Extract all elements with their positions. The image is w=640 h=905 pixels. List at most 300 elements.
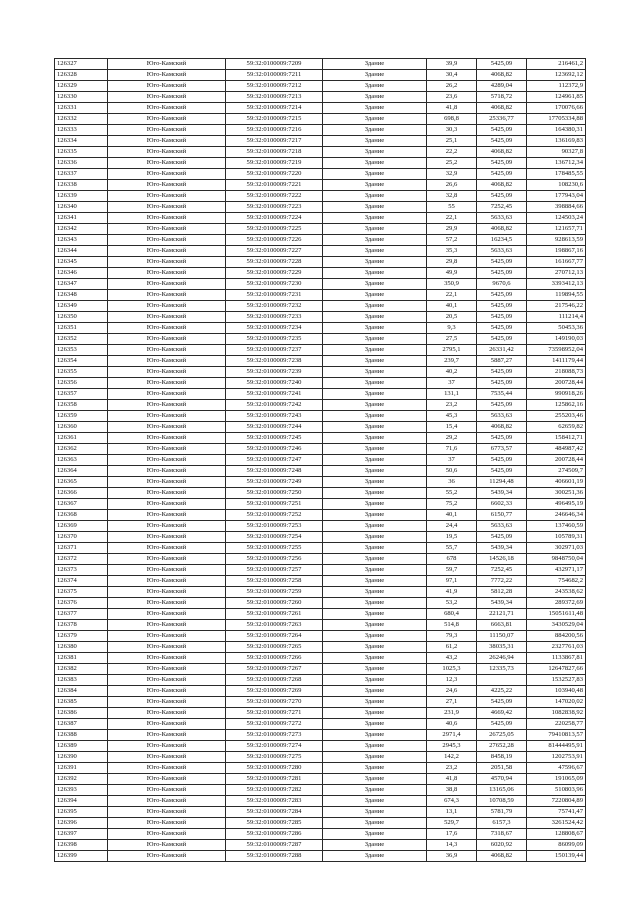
cadastral-table: [54, 58, 586, 862]
district-cell: Юго-Камский: [108, 92, 226, 103]
row-number-cell: 126351: [55, 323, 108, 334]
table-row: [55, 774, 586, 785]
total-value-cell: 302971,03: [527, 543, 586, 554]
object-type-cell: Здание: [323, 103, 427, 114]
table-body: [55, 59, 586, 862]
cadastral-number-cell: 59:32:0100009:7288: [226, 851, 323, 862]
row-number-cell: 126399: [55, 851, 108, 862]
district-cell: Юго-Камский: [108, 81, 226, 92]
area-cell: 1025,3: [427, 664, 477, 675]
object-type-cell: Здание: [323, 686, 427, 697]
table-row: [55, 598, 586, 609]
object-type-cell: Здание: [323, 631, 427, 642]
district-cell: Юго-Камский: [108, 70, 226, 81]
object-type-cell: Здание: [323, 224, 427, 235]
unit-value-cell: 4068,82: [477, 147, 527, 158]
row-number-cell: 126334: [55, 136, 108, 147]
district-cell: Юго-Камский: [108, 323, 226, 334]
unit-value-cell: 5439,34: [477, 543, 527, 554]
table-row: [55, 268, 586, 279]
unit-value-cell: 4068,82: [477, 103, 527, 114]
unit-value-cell: 5425,09: [477, 719, 527, 730]
table-row: [55, 202, 586, 213]
row-number-cell: 126350: [55, 312, 108, 323]
object-type-cell: Здание: [323, 477, 427, 488]
total-value-cell: 218088,73: [527, 367, 586, 378]
district-cell: Юго-Камский: [108, 829, 226, 840]
object-type-cell: Здание: [323, 455, 427, 466]
unit-value-cell: 14526,18: [477, 554, 527, 565]
row-number-cell: 126359: [55, 411, 108, 422]
row-number-cell: 126375: [55, 587, 108, 598]
row-number-cell: 126377: [55, 609, 108, 620]
total-value-cell: 3430529,04: [527, 620, 586, 631]
total-value-cell: 123692,12: [527, 70, 586, 81]
table-row: [55, 59, 586, 70]
cadastral-number-cell: 59:32:0100009:7228: [226, 257, 323, 268]
object-type-cell: Здание: [323, 235, 427, 246]
area-cell: 25,1: [427, 136, 477, 147]
unit-value-cell: 7535,44: [477, 389, 527, 400]
cadastral-number-cell: 59:32:0100009:7215: [226, 114, 323, 125]
unit-value-cell: 5425,09: [477, 466, 527, 477]
total-value-cell: 81444495,91: [527, 741, 586, 752]
total-value-cell: 136169,83: [527, 136, 586, 147]
unit-value-cell: 7252,45: [477, 202, 527, 213]
unit-value-cell: 5425,09: [477, 697, 527, 708]
area-cell: 698,8: [427, 114, 477, 125]
area-cell: 41,9: [427, 587, 477, 598]
object-type-cell: Здание: [323, 213, 427, 224]
cadastral-number-cell: 59:32:0100009:7224: [226, 213, 323, 224]
unit-value-cell: 4068,82: [477, 851, 527, 862]
district-cell: Юго-Камский: [108, 301, 226, 312]
table-row: [55, 103, 586, 114]
table-row: [55, 829, 586, 840]
object-type-cell: Здание: [323, 653, 427, 664]
object-type-cell: Здание: [323, 840, 427, 851]
total-value-cell: 289372,69: [527, 598, 586, 609]
district-cell: Юго-Камский: [108, 576, 226, 587]
object-type-cell: Здание: [323, 389, 427, 400]
table-row: [55, 279, 586, 290]
table-row: [55, 213, 586, 224]
unit-value-cell: 5633,63: [477, 246, 527, 257]
row-number-cell: 126332: [55, 114, 108, 125]
object-type-cell: Здание: [323, 752, 427, 763]
district-cell: Юго-Камский: [108, 697, 226, 708]
cadastral-number-cell: 59:32:0100009:7230: [226, 279, 323, 290]
total-value-cell: 496495,19: [527, 499, 586, 510]
area-cell: 53,2: [427, 598, 477, 609]
total-value-cell: 3261524,42: [527, 818, 586, 829]
total-value-cell: 510803,96: [527, 785, 586, 796]
row-number-cell: 126381: [55, 653, 108, 664]
total-value-cell: 300251,36: [527, 488, 586, 499]
table-row: [55, 741, 586, 752]
cadastral-number-cell: 59:32:0100009:7281: [226, 774, 323, 785]
cadastral-number-cell: 59:32:0100009:7266: [226, 653, 323, 664]
row-number-cell: 126337: [55, 169, 108, 180]
area-cell: 22,2: [427, 147, 477, 158]
area-cell: 20,5: [427, 312, 477, 323]
area-cell: 29,2: [427, 433, 477, 444]
object-type-cell: Здание: [323, 81, 427, 92]
total-value-cell: 1133867,81: [527, 653, 586, 664]
table-row: [55, 290, 586, 301]
table-row: [55, 554, 586, 565]
cadastral-number-cell: 59:32:0100009:7219: [226, 158, 323, 169]
object-type-cell: Здание: [323, 719, 427, 730]
total-value-cell: 170076,66: [527, 103, 586, 114]
area-cell: 40,1: [427, 510, 477, 521]
table-row: [55, 191, 586, 202]
unit-value-cell: 5425,09: [477, 334, 527, 345]
area-cell: 36,9: [427, 851, 477, 862]
row-number-cell: 126328: [55, 70, 108, 81]
district-cell: Юго-Камский: [108, 653, 226, 664]
row-number-cell: 126333: [55, 125, 108, 136]
area-cell: 38,8: [427, 785, 477, 796]
row-number-cell: 126366: [55, 488, 108, 499]
total-value-cell: 158412,71: [527, 433, 586, 444]
object-type-cell: Здание: [323, 367, 427, 378]
row-number-cell: 126385: [55, 697, 108, 708]
unit-value-cell: 5425,09: [477, 532, 527, 543]
district-cell: Юго-Камский: [108, 213, 226, 224]
table-row: [55, 719, 586, 730]
table-row: [55, 136, 586, 147]
table-row: [55, 224, 586, 235]
cadastral-number-cell: 59:32:0100009:7283: [226, 796, 323, 807]
total-value-cell: 79410813,57: [527, 730, 586, 741]
district-cell: Юго-Камский: [108, 554, 226, 565]
total-value-cell: 432971,17: [527, 565, 586, 576]
unit-value-cell: 5425,09: [477, 290, 527, 301]
unit-value-cell: 5425,09: [477, 158, 527, 169]
cadastral-number-cell: 59:32:0100009:7249: [226, 477, 323, 488]
unit-value-cell: 4068,82: [477, 180, 527, 191]
area-cell: 231,9: [427, 708, 477, 719]
row-number-cell: 126372: [55, 554, 108, 565]
cadastral-number-cell: 59:32:0100009:7267: [226, 664, 323, 675]
district-cell: Юго-Камский: [108, 257, 226, 268]
row-number-cell: 126339: [55, 191, 108, 202]
table-row: [55, 147, 586, 158]
area-cell: 22,1: [427, 290, 477, 301]
area-cell: 32,9: [427, 169, 477, 180]
district-cell: Юго-Камский: [108, 422, 226, 433]
cadastral-number-cell: 59:32:0100009:7218: [226, 147, 323, 158]
object-type-cell: Здание: [323, 92, 427, 103]
table-row: [55, 378, 586, 389]
object-type-cell: Здание: [323, 180, 427, 191]
cadastral-number-cell: 59:32:0100009:7225: [226, 224, 323, 235]
row-number-cell: 126379: [55, 631, 108, 642]
unit-value-cell: 6773,57: [477, 444, 527, 455]
cadastral-number-cell: 59:32:0100009:7251: [226, 499, 323, 510]
district-cell: Юго-Камский: [108, 818, 226, 829]
cadastral-number-cell: 59:32:0100009:7271: [226, 708, 323, 719]
object-type-cell: Здание: [323, 510, 427, 521]
cadastral-number-cell: 59:32:0100009:7265: [226, 642, 323, 653]
cadastral-number-cell: 59:32:0100009:7260: [226, 598, 323, 609]
total-value-cell: 255203,46: [527, 411, 586, 422]
row-number-cell: 126361: [55, 433, 108, 444]
row-number-cell: 126393: [55, 785, 108, 796]
object-type-cell: Здание: [323, 609, 427, 620]
cadastral-number-cell: 59:32:0100009:7280: [226, 763, 323, 774]
area-cell: 2795,1: [427, 345, 477, 356]
district-cell: Юго-Камский: [108, 389, 226, 400]
cadastral-number-cell: 59:32:0100009:7240: [226, 378, 323, 389]
area-cell: 350,9: [427, 279, 477, 290]
area-cell: 41,8: [427, 103, 477, 114]
row-number-cell: 126388: [55, 730, 108, 741]
area-cell: 15,4: [427, 422, 477, 433]
total-value-cell: 246646,34: [527, 510, 586, 521]
total-value-cell: 111214,4: [527, 312, 586, 323]
area-cell: 45,3: [427, 411, 477, 422]
row-number-cell: 126347: [55, 279, 108, 290]
cadastral-number-cell: 59:32:0100009:7261: [226, 609, 323, 620]
total-value-cell: 128808,67: [527, 829, 586, 840]
cadastral-number-cell: 59:32:0100009:7239: [226, 367, 323, 378]
row-number-cell: 126364: [55, 466, 108, 477]
total-value-cell: 177943,04: [527, 191, 586, 202]
district-cell: Юго-Камский: [108, 620, 226, 631]
unit-value-cell: 38035,31: [477, 642, 527, 653]
row-number-cell: 126329: [55, 81, 108, 92]
object-type-cell: Здание: [323, 763, 427, 774]
object-type-cell: Здание: [323, 543, 427, 554]
district-cell: Юго-Камский: [108, 499, 226, 510]
area-cell: 678: [427, 554, 477, 565]
cadastral-number-cell: 59:32:0100009:7286: [226, 829, 323, 840]
area-cell: 43,2: [427, 653, 477, 664]
row-number-cell: 126394: [55, 796, 108, 807]
unit-value-cell: 5425,09: [477, 268, 527, 279]
total-value-cell: 1532527,83: [527, 675, 586, 686]
district-cell: Юго-Камский: [108, 136, 226, 147]
area-cell: 40,1: [427, 301, 477, 312]
district-cell: Юго-Камский: [108, 191, 226, 202]
row-number-cell: 126356: [55, 378, 108, 389]
area-cell: 26,6: [427, 180, 477, 191]
object-type-cell: Здание: [323, 851, 427, 862]
object-type-cell: Здание: [323, 741, 427, 752]
district-cell: Юго-Камский: [108, 664, 226, 675]
area-cell: 55: [427, 202, 477, 213]
district-cell: Юго-Камский: [108, 334, 226, 345]
object-type-cell: Здание: [323, 268, 427, 279]
row-number-cell: 126387: [55, 719, 108, 730]
area-cell: 71,6: [427, 444, 477, 455]
district-cell: Юго-Камский: [108, 752, 226, 763]
unit-value-cell: 5633,63: [477, 213, 527, 224]
district-cell: Юго-Камский: [108, 290, 226, 301]
row-number-cell: 126370: [55, 532, 108, 543]
unit-value-cell: 4669,42: [477, 708, 527, 719]
total-value-cell: 1082838,92: [527, 708, 586, 719]
row-number-cell: 126367: [55, 499, 108, 510]
unit-value-cell: 26725,05: [477, 730, 527, 741]
cadastral-number-cell: 59:32:0100009:7242: [226, 400, 323, 411]
table-row: [55, 565, 586, 576]
area-cell: 36: [427, 477, 477, 488]
object-type-cell: Здание: [323, 422, 427, 433]
area-cell: 97,1: [427, 576, 477, 587]
object-type-cell: Здание: [323, 532, 427, 543]
total-value-cell: 50453,36: [527, 323, 586, 334]
table-row: [55, 356, 586, 367]
district-cell: Юго-Камский: [108, 796, 226, 807]
total-value-cell: 270712,13: [527, 268, 586, 279]
table-row: [55, 70, 586, 81]
district-cell: Юго-Камский: [108, 631, 226, 642]
object-type-cell: Здание: [323, 642, 427, 653]
total-value-cell: 124503,24: [527, 213, 586, 224]
row-number-cell: 126331: [55, 103, 108, 114]
area-cell: 40,2: [427, 367, 477, 378]
table-row: [55, 543, 586, 554]
unit-value-cell: 5425,09: [477, 367, 527, 378]
table-row: [55, 510, 586, 521]
cadastral-number-cell: 59:32:0100009:7287: [226, 840, 323, 851]
area-cell: 29,9: [427, 224, 477, 235]
row-number-cell: 126345: [55, 257, 108, 268]
object-type-cell: Здание: [323, 774, 427, 785]
area-cell: 50,6: [427, 466, 477, 477]
row-number-cell: 126342: [55, 224, 108, 235]
table-row: [55, 840, 586, 851]
object-type-cell: Здание: [323, 818, 427, 829]
unit-value-cell: 5425,09: [477, 125, 527, 136]
area-cell: 19,5: [427, 532, 477, 543]
row-number-cell: 126386: [55, 708, 108, 719]
area-cell: 239,7: [427, 356, 477, 367]
object-type-cell: Здание: [323, 664, 427, 675]
row-number-cell: 126358: [55, 400, 108, 411]
table-row: [55, 389, 586, 400]
total-value-cell: 105789,31: [527, 532, 586, 543]
row-number-cell: 126396: [55, 818, 108, 829]
table-row: [55, 576, 586, 587]
table-row: [55, 730, 586, 741]
object-type-cell: Здание: [323, 565, 427, 576]
cadastral-number-cell: 59:32:0100009:7234: [226, 323, 323, 334]
unit-value-cell: 25336,77: [477, 114, 527, 125]
cadastral-number-cell: 59:32:0100009:7252: [226, 510, 323, 521]
row-number-cell: 126392: [55, 774, 108, 785]
unit-value-cell: 5425,09: [477, 59, 527, 70]
row-number-cell: 126371: [55, 543, 108, 554]
table-row: [55, 697, 586, 708]
district-cell: Юго-Камский: [108, 59, 226, 70]
area-cell: 29,8: [427, 257, 477, 268]
area-cell: 39,9: [427, 59, 477, 70]
area-cell: 27,1: [427, 697, 477, 708]
district-cell: Юго-Камский: [108, 400, 226, 411]
area-cell: 17,6: [427, 829, 477, 840]
row-number-cell: 126374: [55, 576, 108, 587]
total-value-cell: 125862,16: [527, 400, 586, 411]
table-row: [55, 312, 586, 323]
area-cell: 25,2: [427, 158, 477, 169]
object-type-cell: Здание: [323, 576, 427, 587]
cadastral-number-cell: 59:32:0100009:7257: [226, 565, 323, 576]
unit-value-cell: 5439,34: [477, 598, 527, 609]
table-row: [55, 631, 586, 642]
cadastral-number-cell: 59:32:0100009:7233: [226, 312, 323, 323]
cadastral-number-cell: 59:32:0100009:7274: [226, 741, 323, 752]
table-row: [55, 411, 586, 422]
table-row: [55, 653, 586, 664]
object-type-cell: Здание: [323, 323, 427, 334]
unit-value-cell: 22121,71: [477, 609, 527, 620]
total-value-cell: 3393412,13: [527, 279, 586, 290]
table-row: [55, 587, 586, 598]
district-cell: Юго-Камский: [108, 169, 226, 180]
unit-value-cell: 5425,09: [477, 136, 527, 147]
total-value-cell: 178485,55: [527, 169, 586, 180]
district-cell: Юго-Камский: [108, 851, 226, 862]
area-cell: 57,2: [427, 235, 477, 246]
area-cell: 40,6: [427, 719, 477, 730]
row-number-cell: 126376: [55, 598, 108, 609]
district-cell: Юго-Камский: [108, 235, 226, 246]
total-value-cell: 119894,55: [527, 290, 586, 301]
district-cell: Юго-Камский: [108, 224, 226, 235]
area-cell: 55,2: [427, 488, 477, 499]
district-cell: Юго-Камский: [108, 675, 226, 686]
district-cell: Юго-Камский: [108, 356, 226, 367]
cadastral-number-cell: 59:32:0100009:7285: [226, 818, 323, 829]
object-type-cell: Здание: [323, 796, 427, 807]
area-cell: 680,4: [427, 609, 477, 620]
object-type-cell: Здание: [323, 59, 427, 70]
district-cell: Юго-Камский: [108, 279, 226, 290]
total-value-cell: 47596,67: [527, 763, 586, 774]
unit-value-cell: 11150,07: [477, 631, 527, 642]
row-number-cell: 126368: [55, 510, 108, 521]
unit-value-cell: 8458,19: [477, 752, 527, 763]
area-cell: 22,1: [427, 213, 477, 224]
area-cell: 61,2: [427, 642, 477, 653]
cadastral-number-cell: 59:32:0100009:7253: [226, 521, 323, 532]
row-number-cell: 126398: [55, 840, 108, 851]
cadastral-number-cell: 59:32:0100009:7282: [226, 785, 323, 796]
district-cell: Юго-Камский: [108, 609, 226, 620]
object-type-cell: Здание: [323, 400, 427, 411]
cadastral-number-cell: 59:32:0100009:7223: [226, 202, 323, 213]
district-cell: Юго-Камский: [108, 774, 226, 785]
table-row: [55, 455, 586, 466]
total-value-cell: 147020,02: [527, 697, 586, 708]
unit-value-cell: 6602,33: [477, 499, 527, 510]
district-cell: Юго-Камский: [108, 147, 226, 158]
row-number-cell: 126352: [55, 334, 108, 345]
cadastral-number-cell: 59:32:0100009:7244: [226, 422, 323, 433]
total-value-cell: 150139,44: [527, 851, 586, 862]
unit-value-cell: 5425,09: [477, 400, 527, 411]
row-number-cell: 126373: [55, 565, 108, 576]
unit-value-cell: 5718,72: [477, 92, 527, 103]
unit-value-cell: 5425,09: [477, 323, 527, 334]
district-cell: Юго-Камский: [108, 433, 226, 444]
total-value-cell: 112372,9: [527, 81, 586, 92]
cadastral-number-cell: 59:32:0100009:7235: [226, 334, 323, 345]
